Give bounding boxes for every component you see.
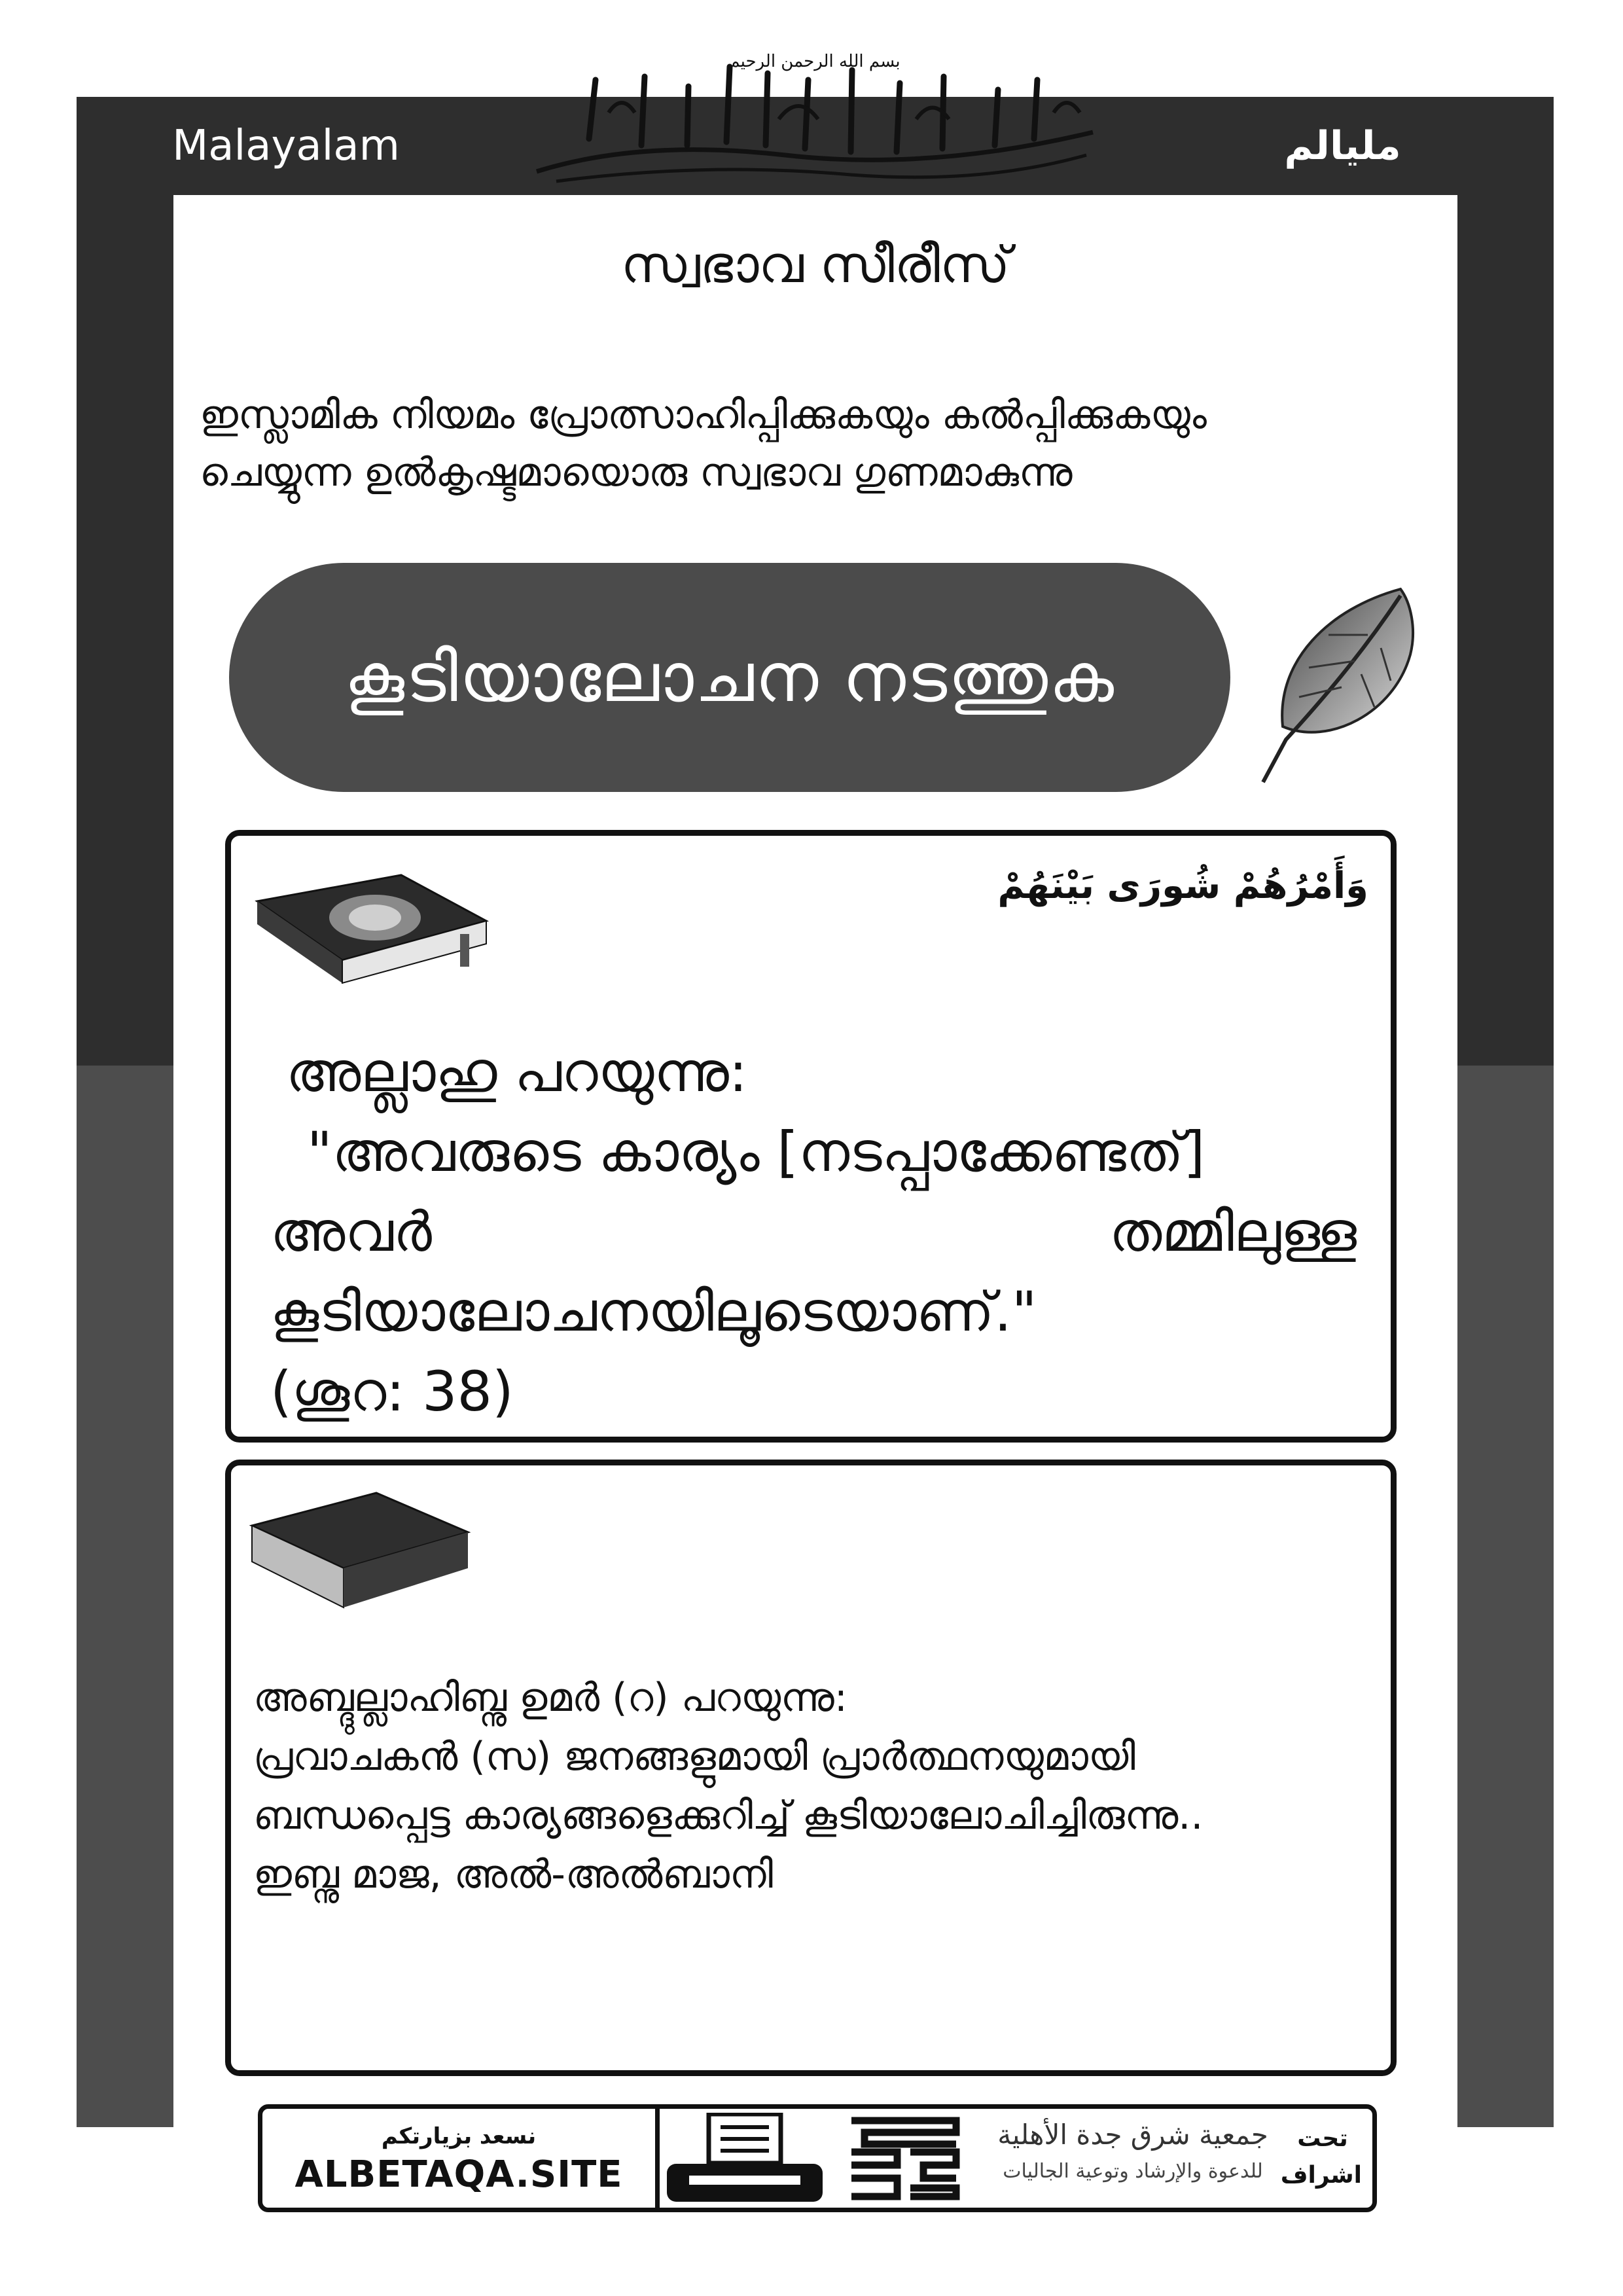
- book-icon: [245, 1486, 474, 1617]
- arabic-verse: وَأَمْرُهُمْ شُورَى بَيْنَهُمْ: [997, 865, 1368, 907]
- trait-title: കൂടിയാലോചന നടത്തുക: [344, 637, 1116, 717]
- subtitle-line-2: ചെയ്യുന്ന ഉൽകൃഷ്ടമായൊരു സ്വഭാവ ഗുണമാകുന്നു: [200, 450, 1073, 495]
- series-title: സ്വഭാവ സീരീസ്: [620, 236, 1010, 295]
- footer-visit-text: نسعد بزيارتكم: [381, 2123, 537, 2149]
- printer-icon: [663, 2113, 827, 2204]
- association-subtitle: للدعوة والإرشاد وتوعية الجاليات: [1003, 2160, 1263, 2183]
- hadith-box: [225, 1460, 1397, 2076]
- verse-line-1: അല്ലാഹു പറയുന്നു:: [286, 1040, 748, 1104]
- language-label-arabic: مليالم: [1132, 97, 1554, 195]
- svg-text:بسم الله الرحمن الرحيم: بسم الله الرحمن الرحيم: [729, 52, 901, 71]
- quran-verse-box: [225, 830, 1397, 1443]
- verse-line-4: കൂടിയാലോചനയിലൂടെയാണ്.": [270, 1280, 1037, 1344]
- quran-book-icon: [251, 862, 499, 993]
- footer-divider: [655, 2109, 660, 2208]
- supervision-line-1: تحت: [1297, 2125, 1348, 2152]
- hadith-line-2: പ്രവാചകൻ (സ) ജനങ്ങളുമായി പ്രാർത്ഥനയുമായി: [253, 1734, 1135, 1780]
- footer-site-link[interactable]: ALBETAQA.SITE: [294, 2153, 623, 2196]
- leaf-icon: [1250, 583, 1420, 792]
- language-label-english: Malayalam: [77, 97, 495, 195]
- trait-title-pill: [229, 563, 1230, 792]
- association-name: جمعية شرق جدة الأهلية: [997, 2119, 1268, 2151]
- verse-translation: [270, 1032, 1357, 1431]
- footer-bar: [258, 2104, 1377, 2212]
- hadith-line-3: ബന്ധപ്പെട്ട കാര്യങ്ങളെക്കുറിച്ച് കൂടിയാലോചിച്ചിരുന്നു..: [253, 1793, 1204, 1839]
- subtitle: [200, 386, 1430, 501]
- verse-reference: (ശൂറ: 38): [270, 1359, 514, 1424]
- hadith-source: ഇബ്നു മാജ, അൽ-അൽബാനി: [253, 1852, 774, 1897]
- association-logo: [995, 2114, 1270, 2202]
- svg-text:الدعوة بالورقة: الدعوة بالورقة: [902, 2203, 906, 2204]
- supervision-line-2: اشراف: [1280, 2162, 1362, 2189]
- subtitle-line-1: ഇസ്ലാമിക നിയമം പ്രോത്സാഹിപ്പിക്കുകയും കൽപ്പിക്കുകയും: [200, 392, 1207, 438]
- verse-line-3: [270, 1192, 1357, 1272]
- verse-line-2: "അവരുടെ കാര്യം [നടപ്പാക്കേണ്ടത്]: [307, 1120, 1205, 1184]
- verse-line-3-start: അവർ: [270, 1200, 432, 1264]
- supervision-label: [1280, 2121, 1362, 2194]
- hadith-text: [253, 1668, 1366, 1904]
- verse-line-3-end: തമ്മിലുള്ള: [1109, 1200, 1357, 1264]
- hadith-line-1: അബ്ദുല്ലാഹിബ്നു ഉമർ (റ) പറയുന്നു:: [253, 1675, 847, 1721]
- dawah-logo: [838, 2113, 969, 2204]
- basmala-calligraphy: [510, 41, 1119, 198]
